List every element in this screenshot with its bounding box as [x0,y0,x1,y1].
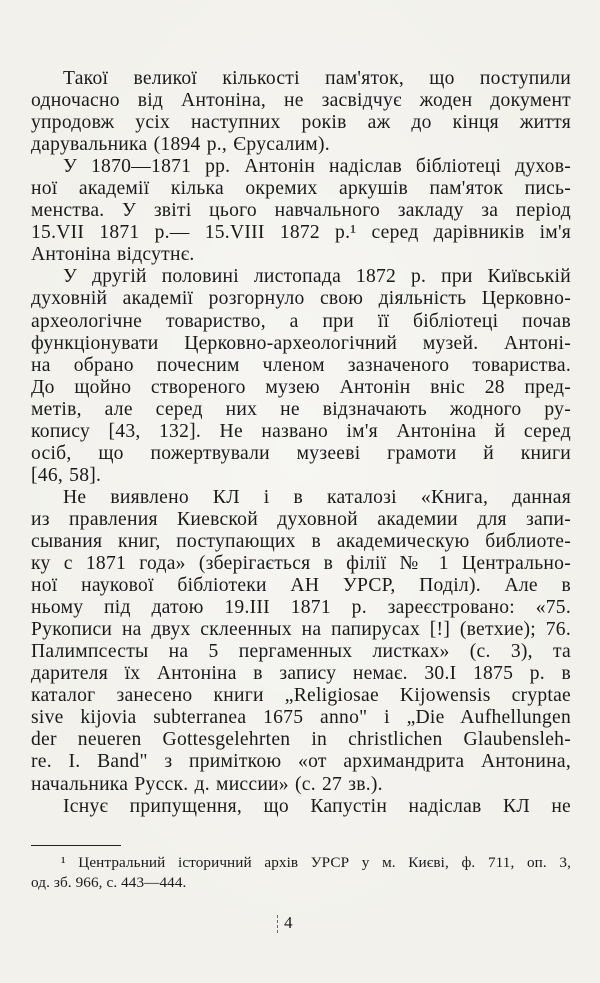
text-line: упродовж усіх наступних років аж до кінця життя [31,112,571,134]
text-line: sive kijovia subterranea 1675 anno" і „Die Aufhellungen [31,707,571,729]
text-line: Існує припущення, що Капустін надіслав КЛ не [63,795,571,817]
text-line: начальника Русск. д. миссии» (с. 27 зв.). [31,773,383,795]
footnote-rule [31,845,121,846]
text-line: дарувальника (1894 р., Єрусалим). [31,134,330,156]
text-line: археологічне товариство, а при її бібліотеці почав [31,310,571,332]
text-line: Палимпсесты на 5 пергаменных листках» (с. 3), та [31,641,571,663]
text-line: ної наукової бібліотеки АН УРСР, Поділ). Але в [31,575,571,597]
text-line: До щойно створеного музею Антонін вніс 28 пред- [31,376,571,398]
text-line: дарителя їх Антоніна в запису немає. 30.I 1875 р. в [31,663,571,685]
text-line: ку с 1871 года» (зберігається в філії № 1 Центрально- [31,553,571,575]
text-line: Рукописи на двух склеенных на папирусах [!] (ветхие); 76. [31,619,571,641]
text-line: менства. У звіті цього навчального закладу за період [31,200,571,222]
page-number: 4 [284,913,293,932]
text-line: Не виявлено КЛ і в каталозі «Книга, данная [63,486,571,508]
text-line: на обрано почесним членом зазначеного товариства. [31,354,571,376]
text-line: У 1870—1871 рр. Антонін надіслав бібліотеці духов- [63,156,571,178]
text-line: 15.VII 1871 р.— 15.VIII 1872 р.¹ серед дарівників ім'я [31,222,571,244]
text-line: каталог занесено книги „Religiosae Kijowensis cryptae [31,685,571,707]
text-line: функціонувати Церковно-археологічний музей. Антоні- [31,332,571,354]
text-line: Такої великої кількості пам'яток, що поступили [63,68,571,89]
text-line: ної академії кілька окремих аркушів пам'яток пись- [31,178,571,200]
text-line: копису [43, 132]. Не названо ім'я Антоніна й серед [31,420,571,442]
text-line: духовній академії розгорнуло свою діяльність Церковно- [31,288,571,310]
text-line: одночасно від Антоніна, не засвідчує жоден документ [31,90,571,112]
binding-mark [277,915,284,933]
text-line: der neueren Gottesgelehrten in christlichen Glaubensleh- [31,729,571,751]
main-text [31,68,571,818]
text-line: У другій половині листопада 1872 р. при Київській [63,266,571,288]
text-line: из правления Киевской духовной академии для запи- [31,508,571,530]
text-line: [46, 58]. [31,464,102,486]
text-line: осіб, що пожертвували музееві грамоти й книги [31,442,571,464]
footnote-line: од. зб. 966, с. 443—444. [31,874,187,891]
text-line: ньому під датою 19.III 1871 р. зареєстровано: «75. [31,597,571,619]
text-line: сывания книг, поступающих в академическую библиоте- [31,530,571,552]
footnotes [31,853,571,893]
text-line: re. I. Band" з приміткою «от архимандрита Антонина, [31,751,571,773]
text-line: метів, але серед них не відзначають жодного ру- [31,398,571,420]
footnote-line: ¹ Центральний історичний архів УРСР у м. Києві, ф. 711, оп. 3, [61,854,571,871]
text-line: Антоніна відсутнє. [31,244,195,266]
